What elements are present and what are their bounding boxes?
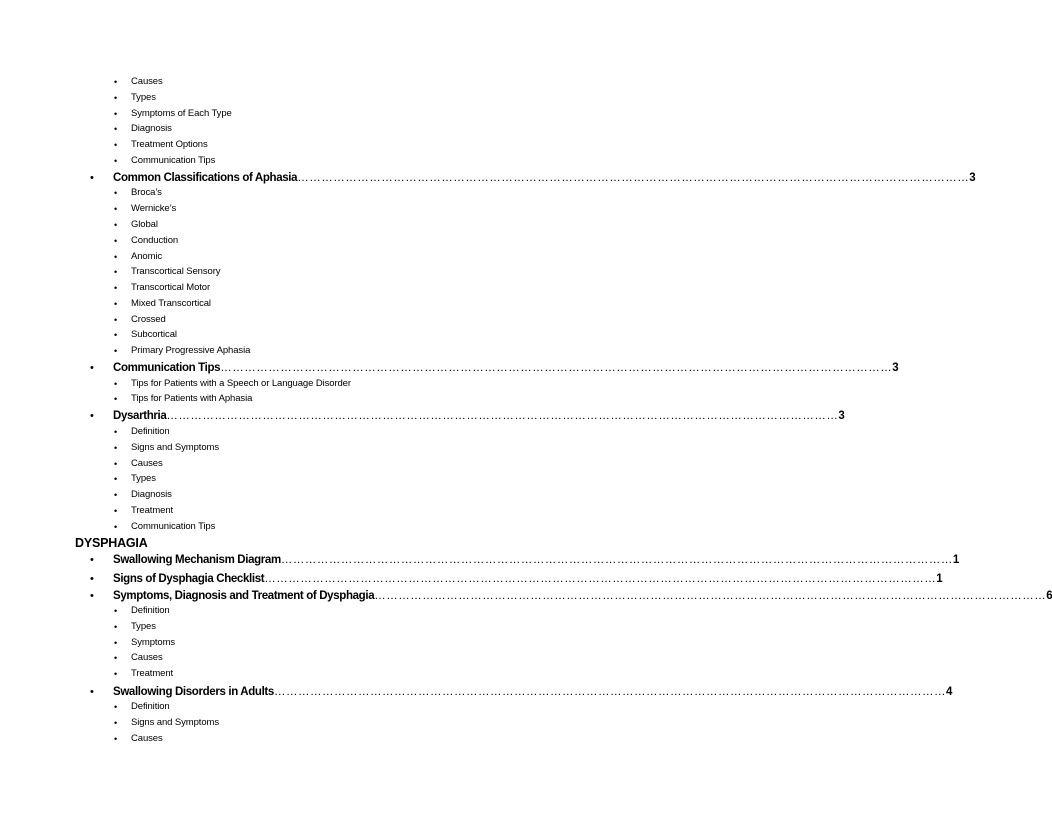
subitem-label: Transcortical Motor [131,282,211,293]
subitem-label: Symptoms of Each Type [131,108,232,119]
subitem-label: Signs and Symptoms [131,442,219,453]
bullet-icon: • [90,362,94,374]
bullet-icon: • [114,299,118,309]
bullet-icon: • [114,427,118,437]
subitem-label: Mixed Transcortical [131,298,211,309]
subitem-label: Definition [131,426,170,437]
page-number: 1 [936,573,943,585]
bullet-icon: • [114,220,118,230]
leader-dots: …………………………………………………………………………………………………………………………………………………… [297,172,970,184]
bullet-icon: • [114,330,118,340]
bullet-icon: • [114,459,118,469]
entry-title: Swallowing Mechanism Diagram [113,554,281,566]
subitem-label: Communication Tips [131,155,216,166]
subitem-label: Causes [131,652,163,663]
bullet-icon: • [90,554,94,566]
bullet-icon: • [114,622,118,632]
bullet-icon: • [114,702,118,712]
subitem-label: Types [131,621,156,632]
bullet-icon: • [114,77,118,87]
bullet-icon: • [114,156,118,166]
subitem-label: Definition [131,701,170,712]
entry-title: Communication Tips [113,362,221,374]
leader-dots: …………………………………………………………………………………………………………………………………………………… [220,362,893,374]
subitem-label: Tips for Patients with Aphasia [131,393,253,404]
bullet-icon: • [114,394,118,404]
subitem-label: Primary Progressive Aphasia [131,345,251,356]
subitem-label: Causes [131,458,163,469]
bullet-icon: • [114,653,118,663]
subitem-label: Symptoms [131,637,176,648]
page-number: 4 [945,686,953,698]
subitem-label: Communication Tips [131,521,216,532]
bullet-icon: • [114,506,118,516]
leader-dots: …………………………………………………………………………………………………………………………………………………… [374,590,1047,602]
subitem-label: Treatment Options [131,139,208,150]
bullet-icon: • [90,590,94,602]
bullet-icon: • [114,474,118,484]
bullet-icon: • [90,172,94,184]
bullet-icon: • [114,140,118,150]
bullet-icon: • [114,283,118,293]
bullet-icon: • [114,93,118,103]
bullet-icon: • [114,267,118,277]
subitem-label: Causes [131,733,163,744]
bullet-icon: • [114,638,118,648]
bullet-icon: • [90,410,94,422]
subitem-label: Crossed [131,314,166,325]
bullet-icon: • [114,124,118,134]
subitem-label: Signs and Symptoms [131,717,219,728]
subitem-label: Anomic [131,251,163,262]
entry-title: Dysarthria [113,410,167,422]
subitem-label: Transcortical Sensory [131,266,221,277]
bullet-icon: • [114,734,118,744]
page-number: 3 [838,410,845,422]
bullet-icon: • [114,188,118,198]
subitem-label: Diagnosis [131,489,172,500]
bullet-icon: • [114,606,118,616]
entry-title: Signs of Dysphagia Checklist [113,573,265,585]
bullet-icon: • [114,669,118,679]
bullet-icon: • [114,109,118,119]
subitem-label: Conduction [131,235,179,246]
subitem-label: Tips for Patients with a Speech or Language Disorder [131,378,351,389]
subitem-label: Causes [131,76,163,87]
entry-title: Symptoms, Diagnosis and Treatment of Dysphagia [113,590,375,602]
entry-title: Common Classifications of Aphasia [113,172,298,184]
leader-dots: …………………………………………………………………………………………………………………………………………………… [280,554,953,566]
bullet-icon: • [114,379,118,389]
subitem-label: Definition [131,605,170,616]
section-heading-dysphagia: DYSPHAGIA [75,536,148,550]
subitem-label: Global [131,219,158,230]
bullet-icon: • [114,315,118,325]
page-number: 1 [952,554,959,566]
subitem-label: Types [131,92,156,103]
subitem-label: Treatment [131,505,174,516]
bullet-icon: • [114,236,118,246]
bullet-icon: • [114,443,118,453]
bullet-icon: • [114,490,118,500]
bullet-icon: • [90,686,94,698]
bullet-icon: • [114,346,118,356]
subitem-label: Wernicke’s [131,203,177,214]
bullet-icon: • [114,522,118,532]
leader-dots: …………………………………………………………………………………………………………………………………………………… [166,410,839,422]
page-number: 3 [969,172,976,184]
leader-dots: …………………………………………………………………………………………………………………………………………………… [273,686,946,698]
subitem-label: Types [131,473,156,484]
subitem-label: Broca’s [131,187,162,198]
leader-dots: …………………………………………………………………………………………………………………………………………………… [264,573,937,585]
bullet-icon: • [114,718,118,728]
subitem-label: Treatment [131,668,174,679]
page-number: 3 [892,362,899,374]
bullet-icon: • [90,573,94,585]
subitem-label: Diagnosis [131,123,172,134]
bullet-icon: • [114,252,118,262]
entry-title: Swallowing Disorders in Adults [113,686,274,698]
subitem-label: Subcortical [131,329,177,340]
bullet-icon: • [114,204,118,214]
page-number: 6 [1046,590,1052,602]
